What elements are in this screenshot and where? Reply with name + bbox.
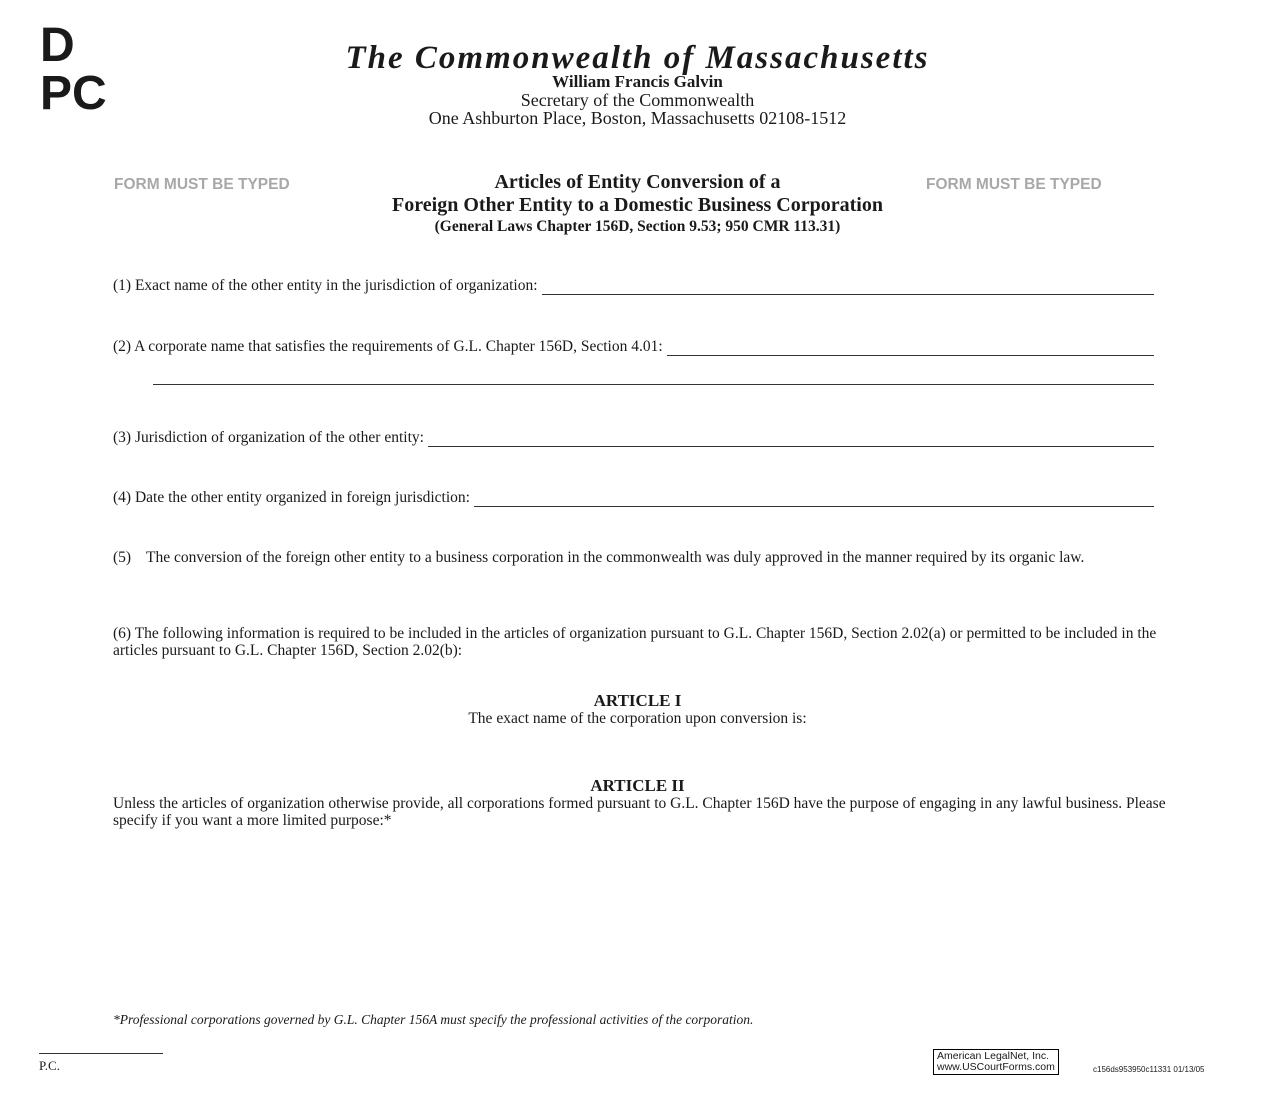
secretary-office: Secretary of the Commonwealth xyxy=(520,90,755,110)
form-citation: (General Laws Chapter 156D, Section 9.53; 950 CMR 113.31) xyxy=(434,218,841,235)
commonwealth-title: The Commonwealth of Massachusetts xyxy=(345,40,930,76)
form-code: c156ds953950c11331 01/13/05 xyxy=(1093,1065,1205,1074)
secretary-name: William Francis Galvin xyxy=(552,72,723,91)
field-entity-name xyxy=(113,277,1154,295)
article-2-heading: ARTICLE II xyxy=(590,776,685,795)
legalnet-url: www.USCourtForms.com xyxy=(937,1061,1055,1073)
corporate-name-input[interactable] xyxy=(667,341,1154,356)
pc-signature-line xyxy=(39,1053,163,1054)
dpc-logo-pc: PC xyxy=(40,67,107,120)
article-2-text: Unless the articles of organization otherwise provide, all corporations formed pursuant to G.L. Chapter 156D have the purpose of engaging in any lawful business. Please specify if you want a more limited purpose:* xyxy=(113,795,1166,829)
footnote: *Professional corporations governed by G.L. Chapter 156A must specify the professional activities of the corporation. xyxy=(113,1012,754,1027)
corporate-name-input-line2[interactable] xyxy=(153,370,1154,385)
organization-date-input[interactable] xyxy=(474,492,1154,507)
item-text: The following information is required to be included in the articles of organization pursuant to G.L. Chapter 156D, Section 2.02(a) or permitted to be included in the articles pursuant to G.L. Chapter 156D, Section 2.02(b): xyxy=(113,625,1157,659)
item-number: (5) xyxy=(113,549,132,566)
pc-label: P.C. xyxy=(39,1058,60,1073)
article-1-heading: ARTICLE I xyxy=(593,691,682,710)
article-1-text: The exact name of the corporation upon conversion is: xyxy=(468,710,807,727)
form-title-line2: Foreign Other Entity to a Domestic Business Corporation xyxy=(392,194,883,216)
dpc-logo-d: D xyxy=(40,19,75,72)
form-title-line1: Articles of Entity Conversion of a xyxy=(494,171,781,193)
jurisdiction-input[interactable] xyxy=(428,432,1154,447)
legalnet-box xyxy=(933,1049,1059,1075)
field-organization-date xyxy=(113,489,1154,507)
entity-name-input[interactable] xyxy=(542,280,1154,295)
field-label: (1) Exact name of the other entity in the jurisdiction of organization: xyxy=(113,277,538,294)
item-text: The conversion of the foreign other entity to a business corporation in the commonwealth was duly approved in the manner required by its organic law. xyxy=(146,549,1085,566)
field-label: (4) Date the other entity organized in foreign jurisdiction: xyxy=(113,489,470,506)
field-corporate-name-cont xyxy=(153,370,1154,385)
field-corporate-name xyxy=(113,338,1154,356)
field-label: (2) A corporate name that satisfies the requirements of G.L. Chapter 156D, Section 4.01: xyxy=(113,338,663,355)
field-jurisdiction xyxy=(113,429,1154,447)
form-typed-notice-right: FORM MUST BE TYPED xyxy=(926,176,1102,193)
form-typed-notice-left: FORM MUST BE TYPED xyxy=(114,176,290,193)
item-number: (6) xyxy=(113,625,132,642)
item-6 xyxy=(113,625,1163,659)
field-label: (3) Jurisdiction of organization of the other entity: xyxy=(113,429,424,446)
office-address: One Ashburton Place, Boston, Massachusetts 02108-1512 xyxy=(428,108,847,128)
item-5 xyxy=(113,549,1163,566)
legalnet-name: American LegalNet, Inc. xyxy=(937,1050,1050,1062)
